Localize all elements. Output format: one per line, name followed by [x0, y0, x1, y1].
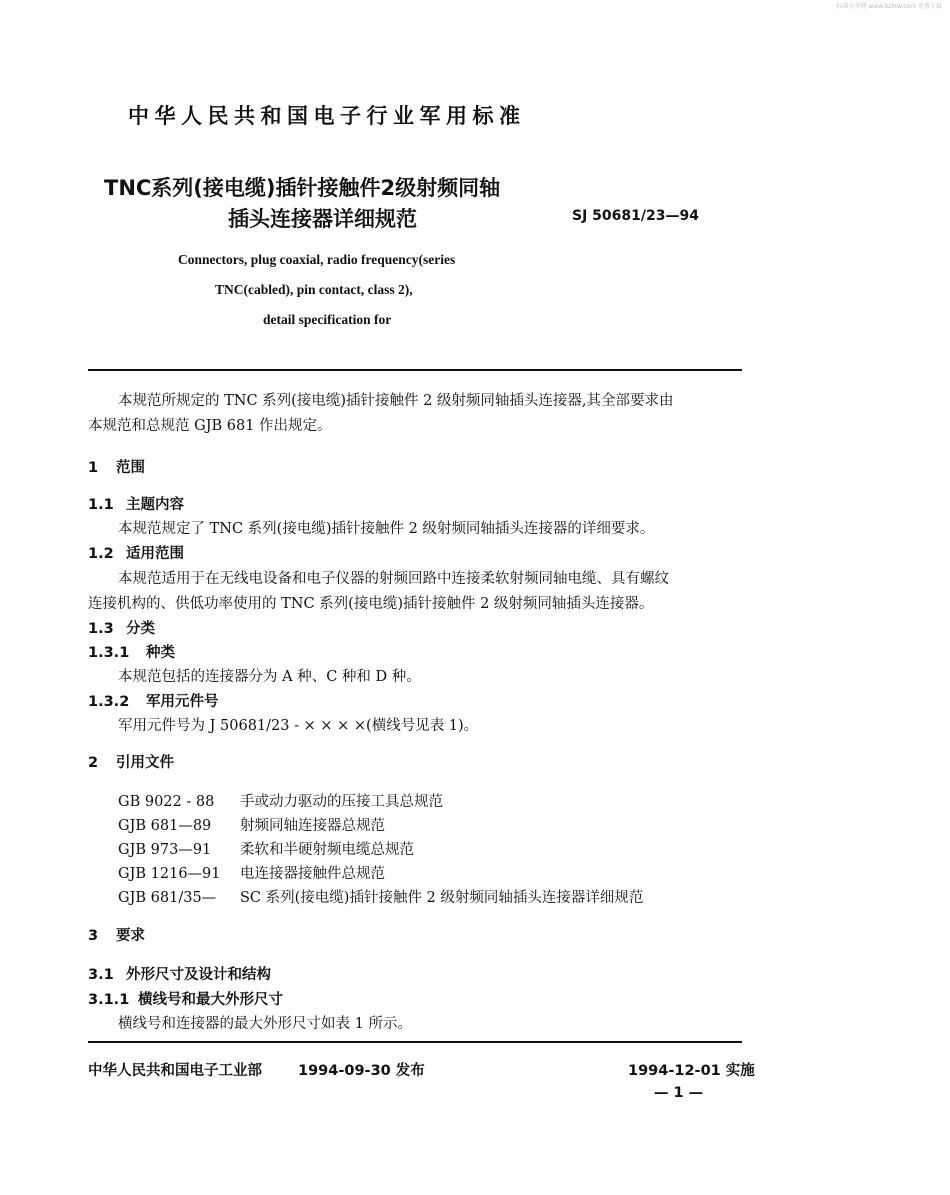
- header-divider: [88, 369, 742, 371]
- watermark-text: 标准分享网 www.bzfxw.com 免费下载: [836, 3, 942, 10]
- section-title: 范围: [116, 460, 145, 476]
- section-1-3-2-text: 军用元件号为 J 50681/23 - × × × ×(横线号见表 1)。: [118, 718, 479, 734]
- section-number: 1.3.2: [88, 694, 130, 710]
- section-1-3-1-text: 本规范包括的连接器分为 A 种、C 种和 D 种。: [118, 669, 421, 685]
- issuer: 中华人民共和国电子工业部: [88, 1063, 262, 1079]
- section-1-1-text: 本规范规定了 TNC 系列(接电缆)插针接触件 2 级射频同轴插头连接器的详细要求。: [118, 521, 655, 537]
- reference-title: 手或动力驱动的压接工具总规范: [240, 794, 443, 810]
- section-number: 1.3.1: [88, 645, 130, 661]
- section-3-1-1-heading: [88, 988, 283, 1009]
- reference-row: [118, 838, 414, 859]
- reference-row: [118, 862, 385, 883]
- reference-code: GB 9022 - 88: [118, 794, 215, 810]
- reference-code: GJB 681—89: [118, 818, 212, 834]
- footer-divider: [88, 1041, 742, 1043]
- reference-title: 柔软和半硬射频电缆总规范: [240, 842, 414, 858]
- document-title-line-2: 插头连接器详细规范: [228, 207, 417, 231]
- reference-title: 射频同轴连接器总规范: [240, 818, 385, 834]
- section-title: 要求: [116, 928, 145, 944]
- standard-title: 中华人民共和国电子行业军用标准: [128, 104, 526, 128]
- reference-row: [118, 886, 643, 907]
- section-title: 横线号和最大外形尺寸: [138, 992, 283, 1008]
- reference-row: [118, 790, 443, 811]
- reference-title: 电连接器接触件总规范: [240, 866, 385, 882]
- section-number: 3.1.1: [88, 992, 130, 1008]
- reference-code: GJB 681/35—: [118, 890, 217, 906]
- section-title: 种类: [146, 645, 175, 661]
- section-title: 分类: [126, 621, 155, 637]
- document-code: SJ 50681/23—94: [572, 208, 699, 224]
- section-3-1-1-text: 横线号和连接器的最大外形尺寸如表 1 所示。: [118, 1016, 412, 1032]
- section-title: 外形尺寸及设计和结构: [126, 967, 271, 983]
- english-title-line-3: detail specification for: [263, 312, 392, 327]
- section-3-heading: [88, 924, 145, 945]
- effective-date: 1994-12-01 实施: [628, 1063, 755, 1079]
- section-number: 1.1: [88, 497, 114, 513]
- intro-line-1: 本规范所规定的 TNC 系列(接电缆)插针接触件 2 级射频同轴插头连接器,其全部要求由: [118, 393, 674, 409]
- section-1-2-text-2: 连接机构的、供低功率使用的 TNC 系列(接电缆)插针接触件 2 级射频同轴插头连接器。: [88, 596, 654, 612]
- section-1-3-heading: [88, 617, 155, 638]
- section-1-2-text-1: 本规范适用于在无线电设备和电子仪器的射频回路中连接柔软射频同轴电缆、具有螺纹: [118, 571, 669, 587]
- section-1-1-heading: [88, 493, 184, 514]
- reference-title: SC 系列(接电缆)插针接触件 2 级射频同轴插头连接器详细规范: [240, 890, 644, 906]
- issue-date: 1994-09-30 发布: [298, 1063, 425, 1079]
- section-3-1-heading: [88, 963, 271, 984]
- english-title-line-2: TNC(cabled), pin contact, class 2),: [215, 282, 413, 297]
- reference-code: GJB 1216—91: [118, 866, 221, 882]
- section-1-2-heading: [88, 542, 184, 563]
- section-number: 3: [88, 928, 99, 944]
- english-title-line-1: Connectors, plug coaxial, radio frequency(series: [178, 252, 456, 267]
- page-number: — 1 —: [654, 1085, 704, 1101]
- section-title: 主题内容: [126, 497, 184, 513]
- section-title: 军用元件号: [146, 694, 219, 710]
- section-title: 引用文件: [116, 755, 174, 771]
- section-1-3-2-heading: [88, 690, 219, 711]
- section-number: 1.3: [88, 621, 114, 637]
- reference-code: GJB 973—91: [118, 842, 212, 858]
- section-1-heading: [88, 456, 145, 477]
- section-number: 1: [88, 460, 99, 476]
- section-number: 2: [88, 755, 99, 771]
- document-title-line-1: TNC系列(接电缆)插针接触件2级射频同轴: [104, 176, 501, 200]
- reference-row: [118, 814, 385, 835]
- section-2-heading: [88, 751, 174, 772]
- section-number: 1.2: [88, 546, 114, 562]
- section-title: 适用范围: [126, 546, 184, 562]
- section-1-3-1-heading: [88, 641, 175, 662]
- section-number: 3.1: [88, 967, 114, 983]
- intro-line-2: 本规范和总规范 GJB 681 作出规定。: [88, 418, 332, 434]
